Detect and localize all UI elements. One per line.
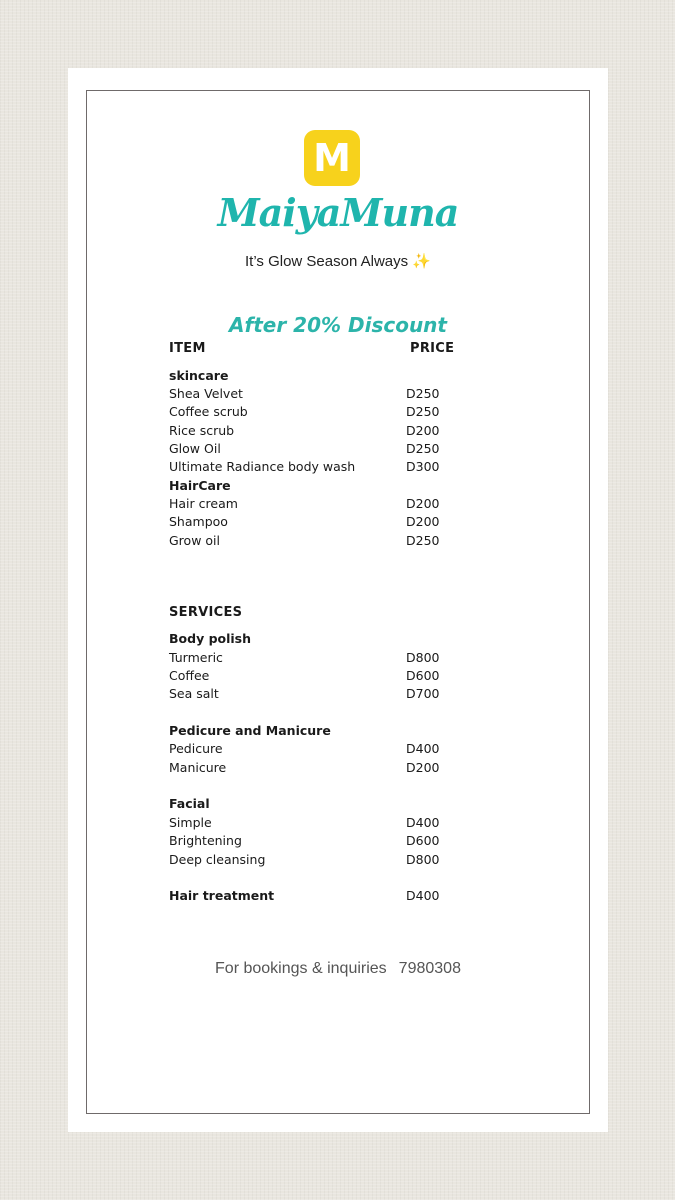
list-item-name: Coffee scrub xyxy=(169,404,248,419)
list-item-name: Glow Oil xyxy=(169,441,221,456)
brand-name: MaiyaMuna xyxy=(217,190,459,235)
list-item-name: Simple xyxy=(169,815,212,830)
category-facial: Facial xyxy=(169,796,210,811)
category-skincare: skincare xyxy=(169,368,229,383)
menu-card xyxy=(68,68,608,1132)
contact-text: For bookings & inquiries xyxy=(215,960,387,977)
logo-letter: M xyxy=(313,136,351,180)
services-title: SERVICES xyxy=(169,605,243,620)
category-haircare: HairCare xyxy=(169,478,231,493)
list-item-price: D700 xyxy=(406,686,440,701)
list-item-name: Grow oil xyxy=(169,533,220,548)
contact-phone[interactable]: 7980308 xyxy=(398,960,461,977)
list-item-name: Rice scrub xyxy=(169,423,235,438)
contact-line xyxy=(68,960,608,978)
list-item-price: D250 xyxy=(406,533,440,548)
list-item-name: Shea Velvet xyxy=(169,386,243,401)
list-item-name: Deep cleansing xyxy=(169,852,266,867)
list-item-name: Hair cream xyxy=(169,496,238,511)
list-item-price: D250 xyxy=(406,441,440,456)
list-item-price: D300 xyxy=(406,459,440,474)
list-item-name: Shampoo xyxy=(169,514,228,529)
brand-tagline: It’s Glow Season Always ✨ xyxy=(245,253,431,270)
list-item-name: Ultimate Radiance body wash xyxy=(169,459,356,474)
brand-logo-icon xyxy=(304,130,360,186)
list-item-name: Pedicure xyxy=(169,741,223,756)
list-item-name: Sea salt xyxy=(169,686,219,701)
list-item-price: D250 xyxy=(406,386,440,401)
category-body-polish: Body polish xyxy=(169,631,252,646)
list-item-name: Manicure xyxy=(169,760,227,775)
list-item-price: D200 xyxy=(406,423,440,438)
list-item-price: D600 xyxy=(406,668,440,683)
category-hair-treatment: Hair treatment xyxy=(169,888,275,903)
list-item-price: D200 xyxy=(406,496,440,511)
list-item-name: Coffee xyxy=(169,668,210,683)
list-item-price: D400 xyxy=(406,741,440,756)
list-item-price: D800 xyxy=(406,852,440,867)
list-item-price: D200 xyxy=(406,514,440,529)
list-item-price: D400 xyxy=(406,815,440,830)
category-pedicure-manicure: Pedicure and Manicure xyxy=(169,723,331,738)
item-column-header: ITEM xyxy=(169,341,206,356)
list-item-name: Brightening xyxy=(169,833,242,848)
list-item-price: D800 xyxy=(406,650,440,665)
list-item-price: D200 xyxy=(406,760,440,775)
list-item-name: Turmeric xyxy=(169,650,223,665)
price-column-header: PRICE xyxy=(410,341,455,356)
list-item-price: D600 xyxy=(406,833,440,848)
discount-title: After 20% Discount xyxy=(229,313,447,337)
list-item-price: D250 xyxy=(406,404,440,419)
list-item-price: D400 xyxy=(406,888,440,903)
